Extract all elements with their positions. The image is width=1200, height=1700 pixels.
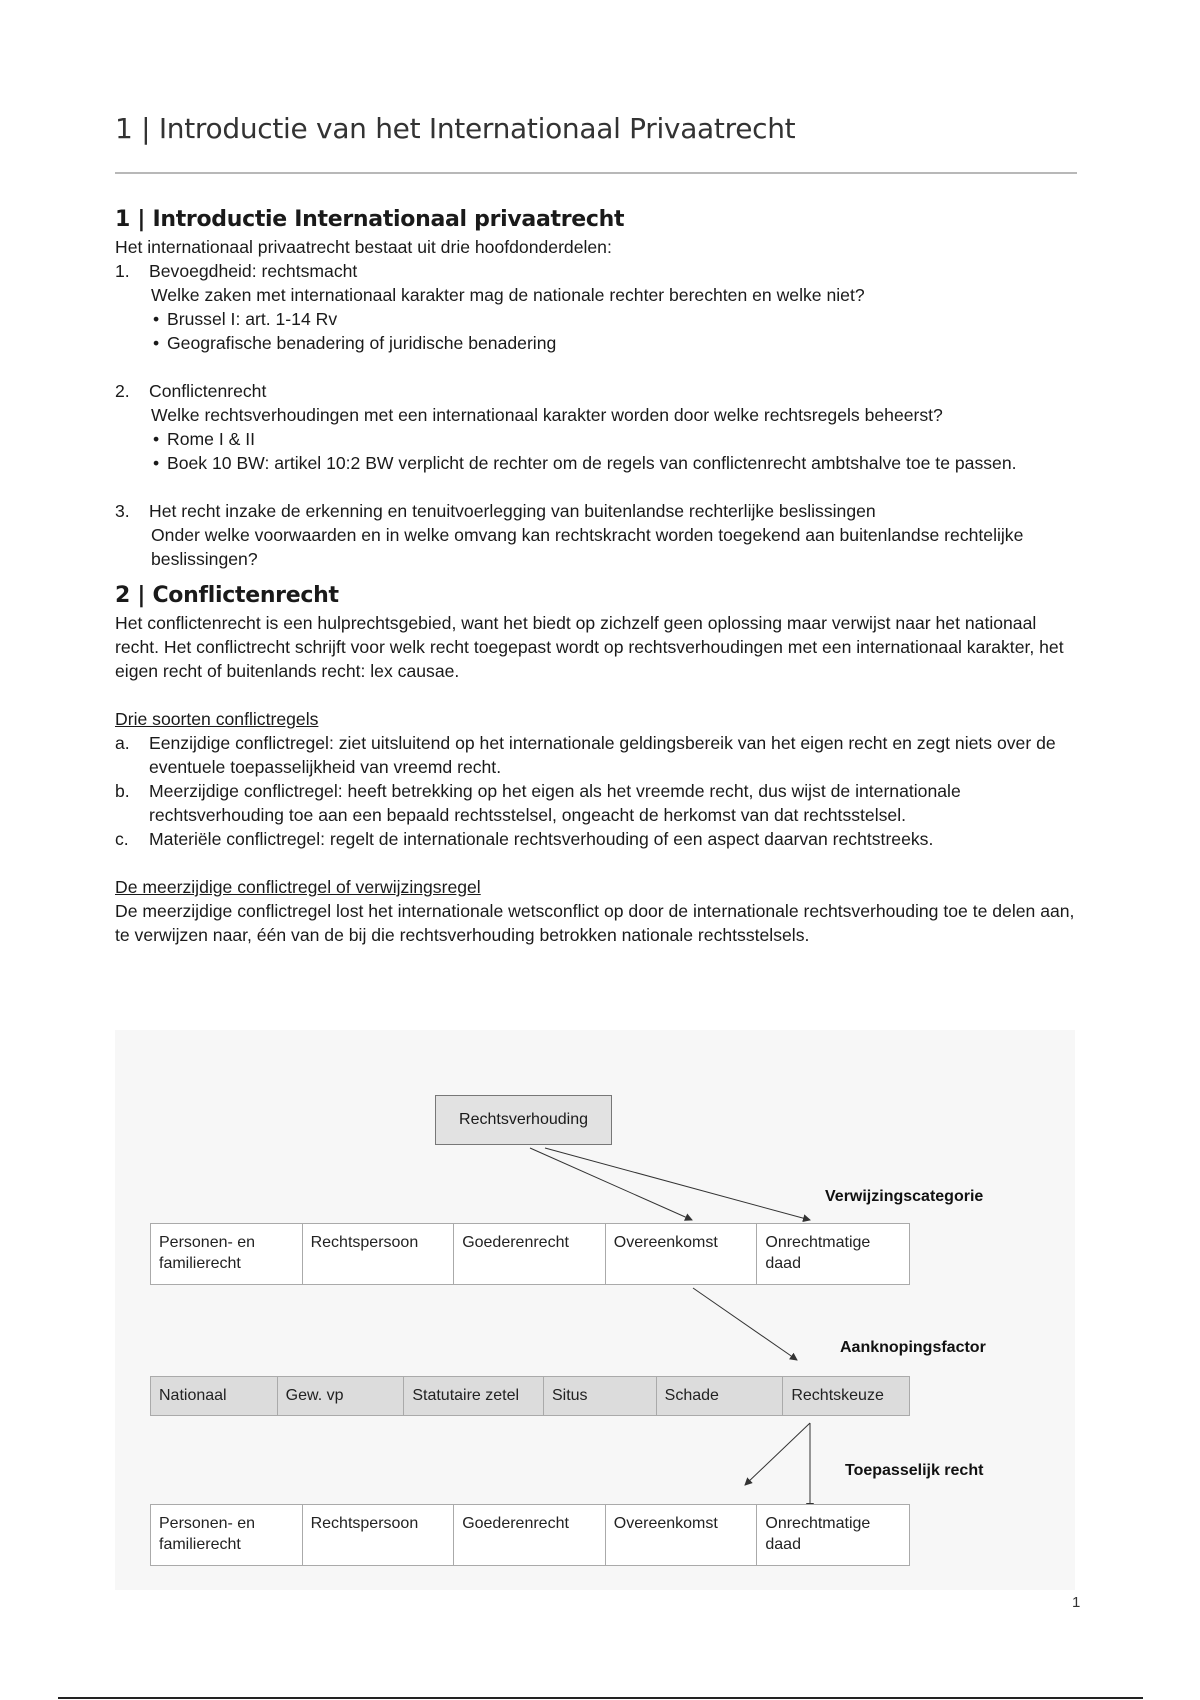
list-item <box>115 499 1080 523</box>
factor-cell: Schade <box>657 1377 784 1415</box>
bullet-dot-icon: • <box>153 429 160 449</box>
category-cell: Overeenkomst <box>606 1224 758 1284</box>
list-marker: 3. <box>115 501 130 521</box>
factor-cell: Rechtskeuze <box>791 1387 884 1404</box>
list-marker: 1. <box>115 261 130 281</box>
applicable-cell: Goederenrecht <box>454 1505 606 1565</box>
label-toepasselijk-recht: Toepasselijk recht <box>845 1462 984 1479</box>
page-number: 1 <box>1072 1594 1081 1611</box>
bullet-item <box>115 427 1080 451</box>
rechtsverhouding-box: Rechtsverhouding <box>435 1095 612 1145</box>
bullet-text: Brussel I: art. 1-14 Rv <box>167 309 338 329</box>
list-item-title: Conflictenrecht <box>149 381 267 401</box>
category-row <box>150 1223 910 1285</box>
list-item <box>115 731 1080 779</box>
list-marker: c. <box>115 829 129 849</box>
section-1-intro: Het internationaal privaatrecht bestaat uit drie hoofdonderdelen: <box>115 237 612 257</box>
list-item <box>115 259 1080 283</box>
arrow-to-rechtskeuze <box>693 1288 797 1360</box>
factor-cell: Nationaal <box>151 1377 278 1415</box>
applicable-cell: Personen- en familierecht <box>151 1505 303 1565</box>
list-marker: 2. <box>115 381 130 401</box>
factor-cell: Gew. vp <box>278 1377 405 1415</box>
page-header-title: 1 | Introductie van het Internationaal Privaatrecht <box>115 112 796 145</box>
list-item <box>115 379 1080 403</box>
category-cell: Onrechtmatige daad <box>765 1234 871 1272</box>
footer-divider <box>58 1697 1143 1699</box>
arrow-to-onrechtmatige-daad <box>545 1148 810 1220</box>
bullet-text: Rome I & II <box>167 429 255 449</box>
section-2-paragraph: Het conflictenrecht is een hulprechtsgebied, want het biedt op zichzelf geen oplossing maar verwijst naar het nationaal recht. Het conflictrecht schrijft voor welk recht toegepast wordt op rechtsverhoudingen met een internationaal karakter, het eigen recht of buitenlands recht: lex causae. <box>115 613 1064 681</box>
applicable-cell: Rechtspersoon <box>303 1505 455 1565</box>
list-item-text: Materiële conflictregel: regelt de internationale rechtsverhouding of een aspect daarvan rechtstreeks. <box>149 829 934 849</box>
list-marker: a. <box>115 733 130 753</box>
bullet-item <box>115 451 1080 475</box>
list-item-text: Eenzijdige conflictregel: ziet uitsluitend op het internationale geldingsbereik van het eigen recht en zegt niets over de eventuele toepasselijkheid van vreemd recht. <box>149 733 1056 777</box>
list-item-text: Meerzijdige conflictregel: heeft betrekking op het eigen als het vreemde recht, dus wijst de internationale rechtsverhouding toe aan een bepaald rechtsstelsel, ongeacht de herkomst van dat rechtsstelsel. <box>149 781 961 825</box>
conflict-rule-diagram <box>115 1030 1075 1590</box>
arrow-to-overeenkomst <box>530 1148 692 1220</box>
factor-cell: Situs <box>544 1377 657 1415</box>
list-item-question: Onder welke voorwaarden en in welke omvang kan rechtskracht worden toegekend aan buitenlandse rechtelijke beslissingen? <box>151 525 1024 569</box>
list-item-question: Welke zaken met internationaal karakter mag de nationale rechter berechten en welke niet? <box>151 285 865 305</box>
applicable-cell: Onrechtmatige daad <box>765 1515 871 1553</box>
category-cell: Goederenrecht <box>454 1224 606 1284</box>
bullet-text: Geografische benadering of juridische benadering <box>167 333 557 353</box>
arrow-to-overeenkomst-applicable <box>745 1423 810 1485</box>
bullet-dot-icon: • <box>153 309 160 329</box>
list-marker: b. <box>115 781 130 801</box>
factor-row <box>150 1376 910 1416</box>
category-cell: Rechtspersoon <box>303 1224 455 1284</box>
subheading-conflict-rule-types: Drie soorten conflictregels <box>115 709 319 729</box>
bullet-dot-icon: • <box>153 453 160 473</box>
bullet-item <box>115 331 1080 355</box>
bullet-dot-icon: • <box>153 333 160 353</box>
list-item <box>115 779 1080 827</box>
list-item <box>115 827 1080 851</box>
bullet-item <box>115 307 1080 331</box>
header-divider <box>115 172 1077 174</box>
section-2-paragraph-2: De meerzijdige conflictregel lost het internationale wetsconflict op door de internationale rechtsverhouding toe te delen aan, te verwijzen naar, één van de bij die rechtsverhouding betrokken nationale rechtsstelsels. <box>115 901 1075 945</box>
list-item-question: Welke rechtsverhoudingen met een internationaal karakter worden door welke rechtsregels beheerst? <box>151 405 943 425</box>
category-cell: Personen- en familierecht <box>151 1224 303 1284</box>
applicable-cell: Overeenkomst <box>606 1505 758 1565</box>
factor-cell: Statutaire zetel <box>404 1377 544 1415</box>
applicable-row <box>150 1504 910 1566</box>
bullet-text: Boek 10 BW: artikel 10:2 BW verplicht de rechter om de regels van conflictenrecht ambtshalve toe te passen. <box>167 453 1017 473</box>
list-item-title: Bevoegdheid: rechtsmacht <box>149 261 358 281</box>
section-1-heading: 1 | Introductie Internationaal privaatrecht <box>115 207 625 232</box>
label-verwijzingscategorie: Verwijzingscategorie <box>825 1188 984 1205</box>
document-body <box>115 205 1080 947</box>
subheading-multilateral-rule: De meerzijdige conflictregel of verwijzingsregel <box>115 877 481 897</box>
label-aanknopingsfactor: Aanknopingsfactor <box>840 1339 986 1356</box>
list-item-title: Het recht inzake de erkenning en tenuitvoerlegging van buitenlandse rechterlijke beslissingen <box>149 501 876 521</box>
section-2-heading: 2 | Conflictenrecht <box>115 583 339 608</box>
